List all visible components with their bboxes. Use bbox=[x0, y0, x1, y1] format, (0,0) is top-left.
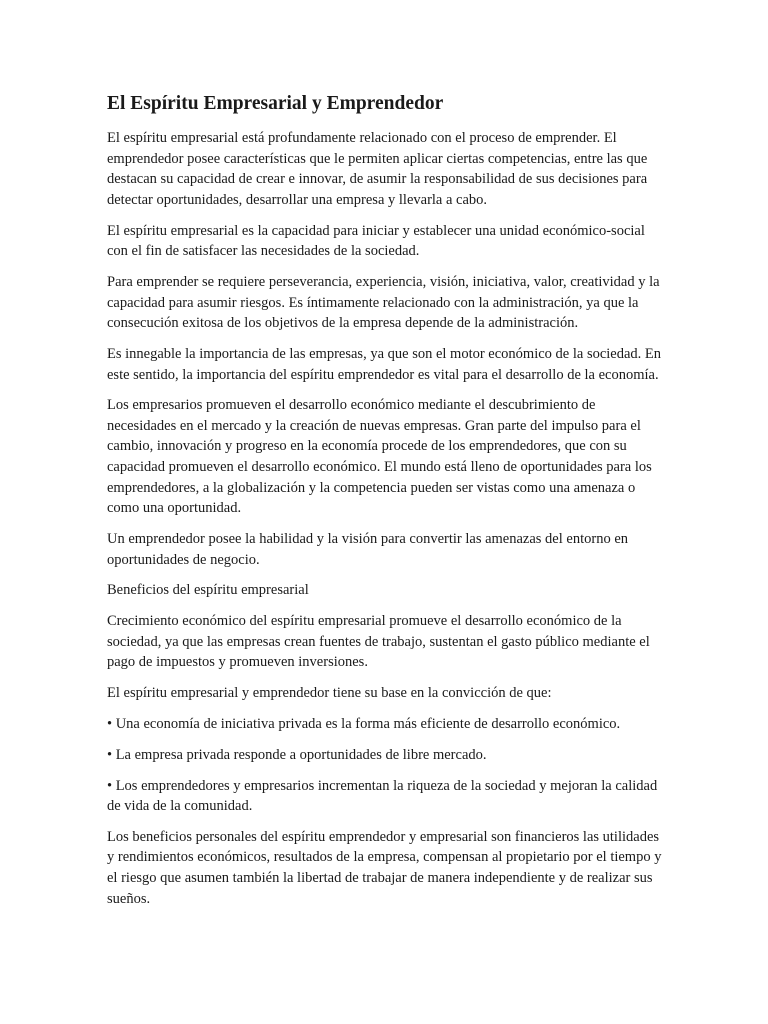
paragraph-personal-benefits: Los beneficios personales del espíritu emprendedor y empresarial son financieros las utilidades y rendimientos económicos, resultados de la empresa, compensan al propietario por el tiempo y el riesgo que asumen también la libertad de trabajar de manera independiente y de realizar sus sueños. bbox=[107, 828, 662, 907]
section-heading-benefits: Beneficios del espíritu empresarial bbox=[107, 582, 309, 599]
paragraph-growth: Crecimiento económico del espíritu empresarial promueve el desarrollo económico de la sociedad, ya que las empresas crean fuentes de trabajo, sustentan el gasto público mediante el pago de impuestos y promueven inversiones. bbox=[107, 613, 650, 671]
paragraph-intro: El espíritu empresarial está profundamente relacionado con el proceso de emprender. El emprendedor posee características que le permiten aplicar ciertas competencias, entre las que destacan su capacidad de crear e innovar, de asumir la responsabilidad de sus decisiones para detectar oportunidades, desarrollar una empresa y llevarla a cabo. bbox=[107, 130, 648, 208]
bullet-item-wealth: • Los emprendedores y empresarios incrementan la riqueza de la sociedad y mejoran la calidad de vida de la comunidad. bbox=[107, 777, 658, 815]
document-title: El Espíritu Empresarial y Emprendedor bbox=[107, 93, 444, 114]
paragraph-definition: El espíritu empresarial es la capacidad para iniciar y establecer una unidad económico-social con el fin de satisfacer las necesidades de la sociedad. bbox=[107, 222, 645, 260]
paragraph-importance: Es innegable la importancia de las empresas, ya que son el motor económico de la sociedad. En este sentido, la importancia del espíritu emprendedor es vital para el desarrollo de la economía. bbox=[107, 345, 662, 383]
bullet-item-economy: • Una economía de iniciativa privada es la forma más eficiente de desarrollo económico. bbox=[107, 715, 621, 732]
document-page bbox=[107, 92, 663, 919]
paragraph-requirements: Para emprender se requiere perseverancia, experiencia, visión, iniciativa, valor, creatividad y la capacidad para asumir riesgos. Es íntimamente relacionado con la administración, ya que la consecución exitosa de los objetivos de la empresa depende de la administración. bbox=[107, 273, 660, 332]
paragraph-conviction: El espíritu empresarial y emprendedor tiene su base en la convicción de que: bbox=[107, 685, 552, 702]
paragraph-vision: Un emprendedor posee la habilidad y la visión para convertir las amenazas del entorno en oportunidades de negocio. bbox=[107, 531, 629, 568]
bullet-item-private-company: • La empresa privada responde a oportunidades de libre mercado. bbox=[107, 746, 487, 763]
paragraph-development: Los empresarios promueven el desarrollo económico mediante el descubrimiento de necesidades en el mercado y la creación de nuevas empresas. Gran parte del impulso para el cambio, innovación y progreso en la economía procede de los emprendedores, que con su capacidad promueven el desarrollo económico. El mundo está lleno de oportunidades para los emprendedores, a la globalización y la competencia pueden ser vistas como una amenaza o como una oportunidad. bbox=[107, 397, 652, 517]
